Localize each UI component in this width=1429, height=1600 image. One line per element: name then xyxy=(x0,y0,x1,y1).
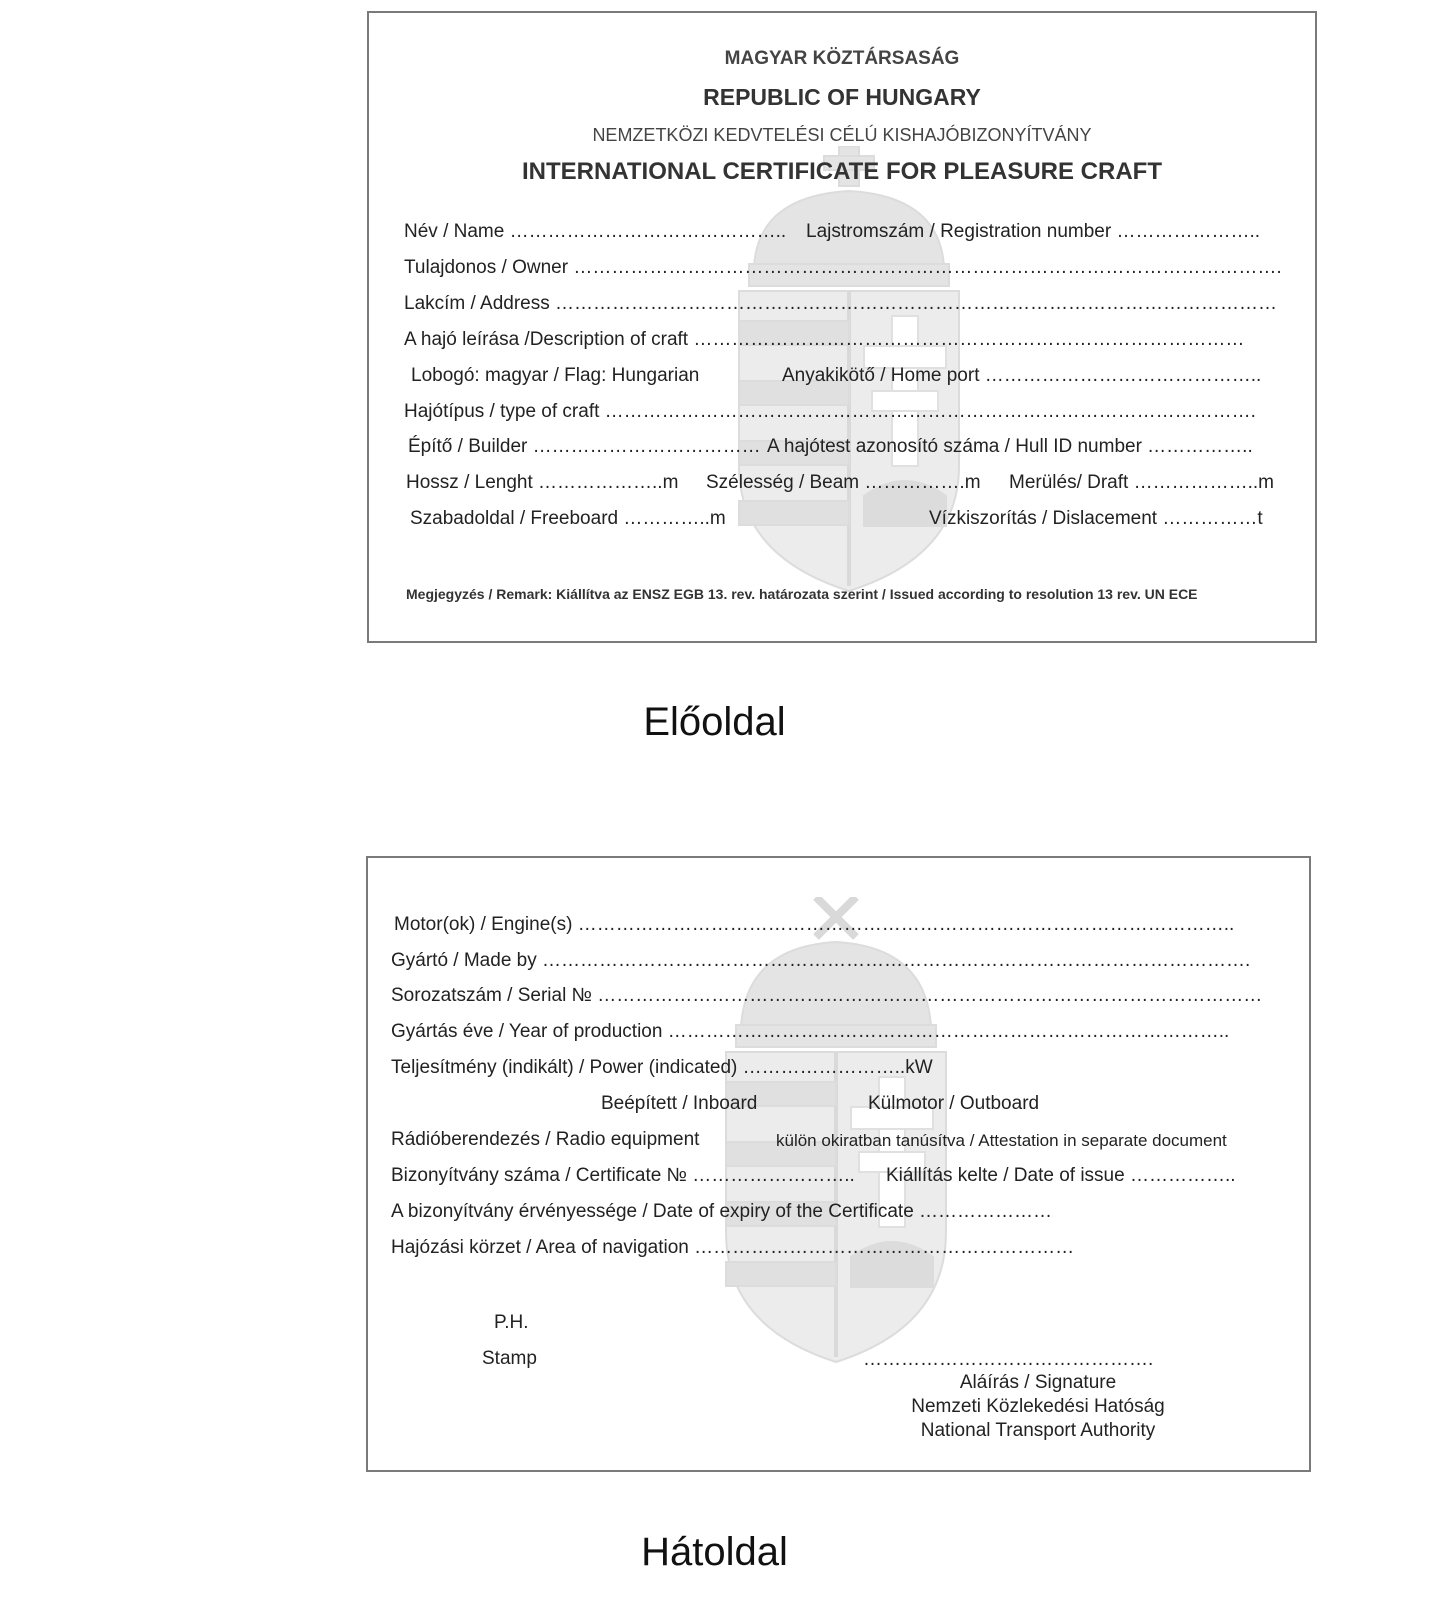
field-made-by: Gyártó / Made by …………………………………………………………………………………………………. xyxy=(391,950,1251,971)
field-registration-number: Lajstromszám / Registration number ………………….. xyxy=(806,221,1261,242)
stamp-label-hu: P.H. xyxy=(494,1312,529,1333)
header-country-hu: MAGYAR KÖZTÁRSASÁG xyxy=(724,48,960,69)
header-title-en: INTERNATIONAL CERTIFICATE FOR PLEASURE CRAFT xyxy=(522,158,1162,185)
field-name: Név / Name …………………………………….. xyxy=(404,221,787,242)
field-length: Hossz / Lenght ………………..m xyxy=(406,472,679,493)
authority-name-hu: Nemzeti Közlekedési Hatóság xyxy=(911,1396,1165,1417)
field-engines: Motor(ok) / Engine(s) ………………………………………………………………………………………….. xyxy=(394,914,1235,935)
field-type-of-craft: Hajótípus / type of craft …………………………………………………………………………………………. xyxy=(404,401,1256,422)
field-hull-id-number: A hajótest azonosító száma / Hull ID number …………….. xyxy=(767,436,1253,457)
signature-line: ………………………………………. xyxy=(863,1349,1154,1370)
authority-name-en: National Transport Authority xyxy=(920,1420,1156,1441)
field-draft: Merülés/ Draft ………………..m xyxy=(1009,472,1274,493)
certificate-front-side xyxy=(367,11,1317,643)
field-outboard: Külmotor / Outboard xyxy=(868,1093,1040,1114)
field-year-of-production: Gyártás éve / Year of production …………………………………………………………………………….. xyxy=(391,1021,1230,1042)
field-owner: Tulajdonos / Owner …………………………………………………………………………………………………. xyxy=(404,257,1282,278)
field-address: Lakcím / Address …………………………………………………………………………………………………… xyxy=(404,293,1278,314)
field-serial-number: Sorozatszám / Serial № …………………………………………………………………………………………… xyxy=(391,985,1263,1006)
field-beam: Szélesség / Beam …………….m xyxy=(706,472,981,493)
field-power: Teljesítmény (indikált) / Power (indicated) ……………………..kW xyxy=(391,1057,933,1078)
field-freeboard: Szabadoldal / Freeboard …………..m xyxy=(410,508,726,529)
field-area-of-navigation: Hajózási körzet / Area of navigation …………………………………………………… xyxy=(391,1237,1075,1258)
stamp-label-en: Stamp xyxy=(482,1348,537,1369)
field-certificate-number: Bizonyítvány száma / Certificate № …………………….. xyxy=(391,1165,855,1186)
field-builder: Építő / Builder ……………………………… xyxy=(408,436,761,457)
field-inboard: Beépített / Inboard xyxy=(601,1093,758,1114)
field-radio-equipment: Rádióberendezés / Radio equipment xyxy=(391,1129,700,1150)
field-date-of-expiry: A bizonyítvány érvényessége / Date of expiry of the Certificate ………………… xyxy=(391,1201,1053,1222)
back-side-caption: Hátoldal xyxy=(641,1530,788,1574)
field-home-port: Anyakikötő / Home port …………………………………….. xyxy=(782,365,1262,386)
header-country-en: REPUBLIC OF HUNGARY xyxy=(703,84,981,110)
certificate-back-side xyxy=(366,856,1311,1472)
field-radio-attestation: külön okiratban tanúsítva / Attestation in separate document xyxy=(776,1131,1227,1150)
field-description-of-craft: A hajó leírása /Description of craft …………………………………………………………………………… xyxy=(404,329,1245,350)
field-flag: Lobogó: magyar / Flag: Hungarian xyxy=(411,365,700,386)
field-displacement: Vízkiszorítás / Dislacement ……………t xyxy=(929,508,1263,529)
front-side-caption: Előoldal xyxy=(643,700,786,744)
signature-label: Aláírás / Signature xyxy=(959,1372,1117,1393)
remark: Megjegyzés / Remark: Kiállítva az ENSZ EGB 13. rev. határozata szerint / Issued according to resolution 13 rev. UN ECE xyxy=(406,586,1198,602)
header-title-hu: NEMZETKÖZI KEDVTELÉSI CÉLÚ KISHAJÓBIZONYÍTVÁNY xyxy=(592,125,1092,145)
field-date-of-issue: Kiállítás kelte / Date of issue …………….. xyxy=(886,1165,1236,1186)
